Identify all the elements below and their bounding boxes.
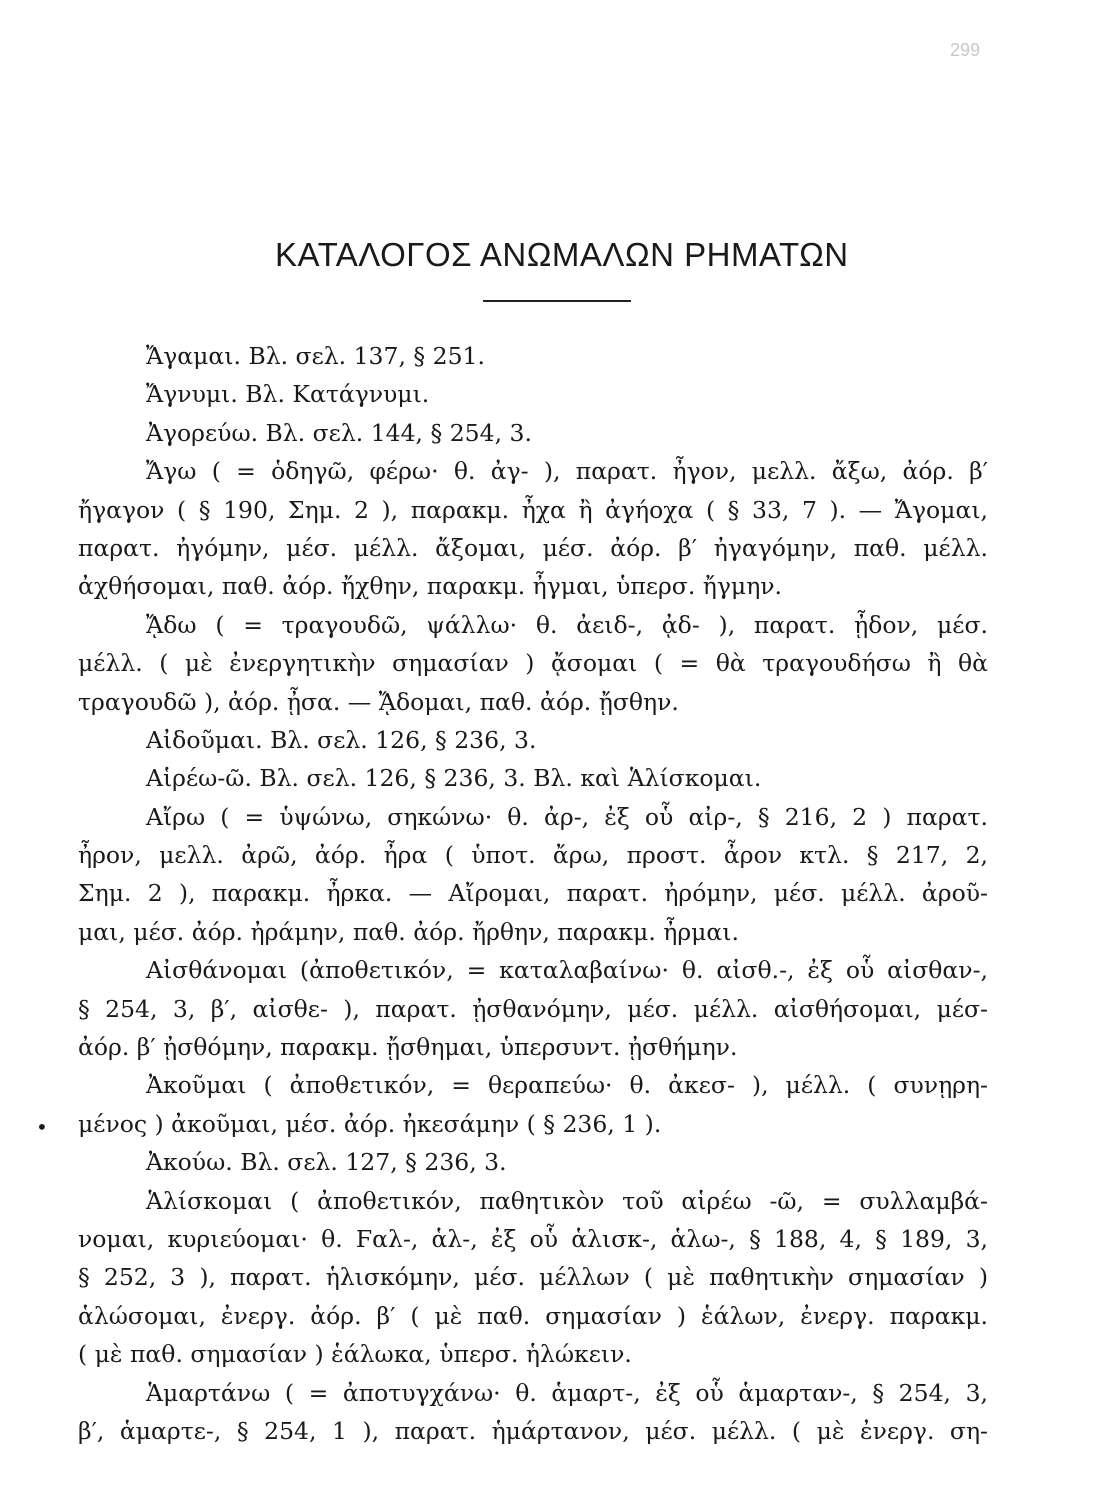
text-line: Αἰσθάνομαι (ἀποθετικόν, = καταλαβαίνω· θ. αἰσθ.-, ἐξ οὗ αἰσθαν-, bbox=[146, 956, 988, 985]
text-line: β′, ἁμαρτε-, § 254, 1 ), παρατ. ἡμάρτανον, μέσ. μέλλ. ( μὲ ἐνεργ. ση- bbox=[78, 1416, 988, 1445]
page-title: ΚΑΤΑΛΟΓΟΣ ΑΝΩΜΑΛΩΝ ΡΗΜΑΤΩΝ bbox=[275, 236, 849, 273]
text-line: Αἱρέω-ῶ. Βλ. σελ. 126, § 236, 3. Βλ. καὶ Ἁλίσκομαι. bbox=[146, 764, 762, 793]
text-line: Ἀγορεύω. Βλ. σελ. 144, § 254, 3. bbox=[146, 418, 532, 447]
text-line: ( μὲ παθ. σημασίαν ) ἑάλωκα, ὑπερσ. ἡλώκειν. bbox=[78, 1340, 632, 1369]
title-rule bbox=[483, 300, 631, 302]
text-line: Ἄγω ( = ὁδηγῶ, φέρω· θ. ἀγ- ), παρατ. ἦγον, μελλ. ἄξω, ἀόρ. β′ bbox=[146, 457, 988, 486]
text-line: μέλλ. ( μὲ ἐνεργητικὴν σημασίαν ) ᾄσομαι ( = θὰ τραγουδήσω ἢ θὰ bbox=[78, 649, 988, 678]
text-line: νομαι, κυριεύομαι· θ. Ϝαλ-, ἁλ-, ἐξ οὗ ἁλισκ-, ἁλω-, § 188, 4, § 189, 3, bbox=[78, 1224, 988, 1253]
text-line: τραγουδῶ ), ἀόρ. ᾖσα. — ᾌδομαι, παθ. ἀόρ. ᾔσθην. bbox=[78, 687, 679, 716]
text-line: Ἁμαρτάνω ( = ἀποτυγχάνω· θ. ἁμαρτ-, ἐξ οὗ ἁμαρταν-, § 254, 3, bbox=[146, 1378, 988, 1407]
text-line: Αἰδοῦμαι. Βλ. σελ. 126, § 236, 3. bbox=[146, 725, 537, 754]
text-line: ἀχθήσομαι, παθ. ἀόρ. ἤχθην, παρακμ. ἦγμαι, ὑπερσ. ἤγμην. bbox=[78, 572, 783, 601]
text-line: § 254, 3, β′, αἰσθε- ), παρατ. ᾐσθανόμην, μέσ. μέλλ. αἰσθήσομαι, μέσ- bbox=[78, 994, 988, 1023]
text-line: Ἄγαμαι. Βλ. σελ. 137, § 251. bbox=[146, 342, 485, 370]
text-line: ἦρον, μελλ. ἀρῶ, ἀόρ. ἦρα ( ὑποτ. ἄρω, προστ. ἆρον κτλ. § 217, 2, bbox=[78, 841, 988, 870]
text-line: § 252, 3 ), παρατ. ἡλισκόμην, μέσ. μέλλων ( μὲ παθητικὴν σημασίαν ) bbox=[78, 1263, 988, 1292]
text-line: Σημ. 2 ), παρακμ. ἦρκα. — Αἴρομαι, παρατ. ἠρόμην, μέσ. μέλλ. ἀροῦ- bbox=[78, 879, 988, 908]
verb-list bbox=[78, 337, 988, 1450]
text-line: Ἄγνυμι. Βλ. Κατάγνυμι. bbox=[146, 380, 430, 409]
text-line: ἀόρ. β′ ᾐσθόμην, παρακμ. ᾔσθημαι, ὑπερσυντ. ᾐσθήμην. bbox=[78, 1033, 738, 1062]
text-line: μένος ) ἀκοῦμαι, μέσ. ἀόρ. ἠκεσάμην ( § 236, 1 ). bbox=[78, 1109, 662, 1138]
text-line: Αἴρω ( = ὑψώνω, σηκώνω· θ. ἀρ-, ἐξ οὗ αἰρ-, § 216, 2 ) παρατ. bbox=[146, 802, 988, 831]
text-line: ἤγαγον ( § 190, Σημ. 2 ), παρακμ. ἦχα ἢ ἀγήοχα ( § 33, 7 ). — Ἄγομαι, bbox=[78, 495, 988, 524]
text-line: Ἀκούω. Βλ. σελ. 127, § 236, 3. bbox=[146, 1148, 507, 1177]
page-number: 299 bbox=[950, 40, 981, 60]
text-line: Ἀκοῦμαι ( ἀποθετικόν, = θεραπεύω· θ. ἀκεσ- ), μέλλ. ( συνῃρη- bbox=[146, 1071, 988, 1100]
text-line: Ἁλίσκομαι ( ἀποθετικόν, παθητικὸν τοῦ αἱρέω -ῶ, = συλλαμβά- bbox=[146, 1186, 988, 1215]
text-line: παρατ. ἠγόμην, μέσ. μέλλ. ἄξομαι, μέσ. ἀόρ. β′ ἠγαγόμην, παθ. μέλλ. bbox=[78, 533, 988, 562]
text-line: μαι, μέσ. ἀόρ. ἠράμην, παθ. ἀόρ. ἤρθην, παρακμ. ἦρμαι. bbox=[78, 917, 739, 946]
margin-dot: • bbox=[36, 1115, 48, 1139]
text-line: ἁλώσομαι, ἐνεργ. ἀόρ. β′ ( μὲ παθ. σημασίαν ) ἑάλων, ἐνεργ. παρακμ. bbox=[78, 1301, 988, 1330]
text-line: ᾌδω ( = τραγουδῶ, ψάλλω· θ. ἀειδ-, ᾀδ- ), παρατ. ᾖδον, μέσ. bbox=[146, 610, 988, 639]
